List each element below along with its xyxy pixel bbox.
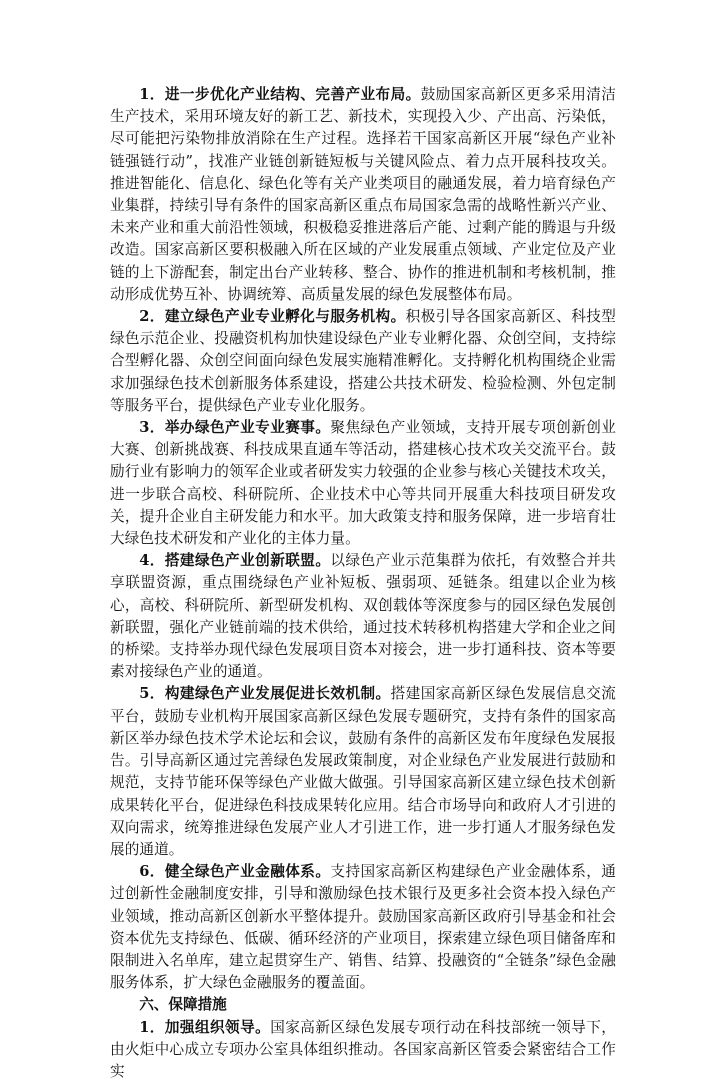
paragraph-lead: 1．进一步优化产业结构、完善产业布局。 bbox=[139, 86, 421, 103]
paragraph-innovation-alliance bbox=[110, 550, 616, 683]
paragraph-body: 搭建国家高新区绿色发展信息交流平台，鼓励专业机构开展国家高新区绿色发展专题研究，支持有条件的国家高新区举办绿色技术学术论坛和会议，鼓励有条件的高新区发布年度绿色发展报告。引导高新区通过完善绿色发展政策制度，对企业绿色产业发展进行鼓励和规范，支持节能环保等绿色产业做大做强。引导国家高新区建立绿色技术创新成果转化平台，促进绿色科技成果转化应用。结合市场导向和政府人才引进的双向需求，统筹推进绿色发展产业人才引进工作，进一步打通人才服务绿色发展的通道。 bbox=[110, 685, 616, 858]
paragraph-green-finance bbox=[110, 861, 616, 994]
paragraph-lead: 6．健全绿色产业金融体系。 bbox=[139, 863, 331, 881]
paragraph-body: 鼓励国家高新区更多采用清洁生产技术，采用环境友好的新工艺、新技术，实现投入少、产出高、污染低，尽可能把污染物排放消除在生产过程。选择若干国家高新区开展“绿色产业补链强链行动”，找准产业链创新链短板与关键风险点、着力点开展科技攻关。推进智能化、信息化、绿色化等有关产业类项目的融通发展，着力培育绿色产业集群，持续引导有条件的国家高新区重点布局国家急需的战略性新兴产业、未来产业和重大前沿性领域，积极稳妥推进落后产能、过剩产能的腾退与升级改造。国家高新区要积极融入所在区域的产业发展重点领域、产业定位及产业链的上下游配套，制定出台产业转移、整合、协作的推进机制和考核机制，推动形成优势互补、协调统筹、高质量发展的绿色发展整体布局。 bbox=[110, 86, 616, 303]
paragraph-body: 以绿色产业示范集群为依托，有效整合并共享联盟资源，重点围绕绿色产业补短板、强弱项、延链条。组建以企业为核心，高校、科研院所、新型研发机构、双创载体等深度参与的园区绿色发展创新联盟，强化产业链前端的技术供给，通过技术转移机构搭建大学和企业之间的桥梁。支持举办现代绿色发展项目资本对接会，进一步打通科技、资本等要素对接绿色产业的通道。 bbox=[110, 552, 616, 681]
paragraph-industry-structure bbox=[110, 84, 616, 306]
paragraph-lead: 4．搭建绿色产业创新联盟。 bbox=[139, 552, 331, 570]
paragraph-body: 积极引导各国家高新区、科技型绿色示范企业、投融资机构加快建设绿色产业专业孵化器、众创空间，支持综合型孵化器、众创空间面向绿色发展实施精准孵化。支持孵化机构围绕企业需求加强绿色技术创新服务体系建设，搭建公共技术研发、检验检测、外包定制等服务平台，提供绿色产业专业化服务。 bbox=[110, 308, 616, 414]
paragraph-body: 国家高新区绿色发展专项行动在科技部统一领导下，由火炬中心成立专项办公室具体组织推动。各国家高新区管委会紧密结合工作实 bbox=[110, 1018, 616, 1080]
section-heading-safeguards: 六、保障措施 bbox=[139, 996, 227, 1014]
paragraph-organization-leadership bbox=[110, 1017, 616, 1083]
paragraph-lead: 5．构建绿色产业发展促进长效机制。 bbox=[139, 685, 391, 703]
paragraph-body: 支持国家高新区构建绿色产业金融体系，通过创新性金融制度安排，引导和激励绿色技术银行及更多社会资本投入绿色产业领域，推动高新区创新水平整体提升。鼓励国家高新区政府引导基金和社会资本优先支持绿色、低碳、循环经济的产业项目，探索建立绿色项目储备库和限制进入名单库，建立起贯穿生产、销售、结算、投融资的“全链条”绿色金融服务体系，扩大绿色金融服务的覆盖面。 bbox=[110, 863, 616, 992]
paragraph-body: 聚焦绿色产业领域，支持开展专项创新创业大赛、创新挑战赛、科技成果直通车等活动，搭建核心技术攻关交流平台。鼓励行业有影响力的领军企业或者研发实力较强的企业参与核心关键技术攻关，进一步联合高校、科研院所、企业技术中心等共同开展重大科技项目研发攻关，提升企业自主研发能力和水平。加大政策支持和服务保障，进一步培育壮大绿色技术研发和产业化的主体力量。 bbox=[110, 419, 616, 548]
paragraph-long-term-mechanism bbox=[110, 683, 616, 861]
paragraph-incubation bbox=[110, 306, 616, 417]
paragraph-lead: 3．举办绿色产业专业赛事。 bbox=[139, 419, 331, 437]
paragraph-lead: 1．加强组织领导。 bbox=[139, 1018, 271, 1036]
paragraph-competitions bbox=[110, 417, 616, 550]
paragraph-lead: 2．建立绿色产业专业孵化与服务机构。 bbox=[139, 308, 406, 326]
